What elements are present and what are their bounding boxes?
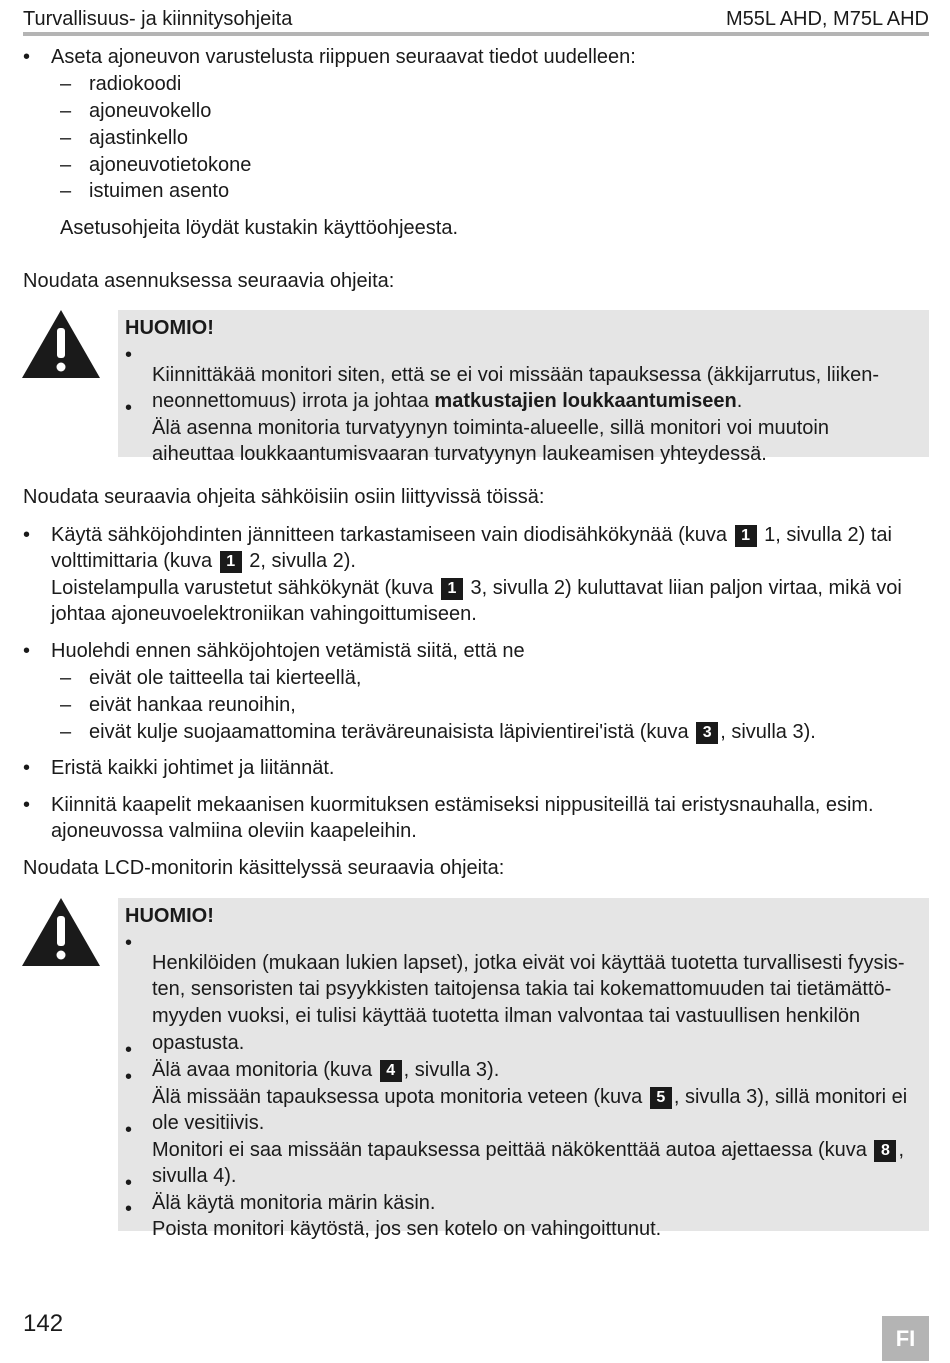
list-item-text: ajoneuvossa valmiina oleviin kaapeleihin. — [51, 820, 417, 842]
bullet-icon: • — [23, 757, 31, 779]
warning-emphasis: matkustajien loukkaantumiseen — [434, 390, 737, 412]
bullet-icon: • — [125, 1198, 133, 1220]
list-item: eivät kulje suojaamattomina teräväreunaisista läpivientirei'istä (kuva 3 , sivulla 3). — [89, 721, 816, 743]
bullet-icon: • — [125, 932, 133, 954]
figure-ref-badge: 8 — [874, 1140, 896, 1162]
list-item: eivät ole taitteella tai kierteellä, — [89, 667, 362, 689]
figure-ref-badge: 5 — [650, 1087, 672, 1109]
figure-ref-badge: 1 — [735, 525, 757, 547]
warning-title: HUOMIO! — [125, 317, 214, 339]
list-item: ajoneuvokello — [89, 100, 212, 122]
warning-triangle-icon — [22, 310, 100, 378]
list-item: eivät hankaa reunoihin, — [89, 694, 296, 716]
warning-text: aiheuttaa loukkaantumisvaaran turvatyynyn laukeamisen yhteydessä. — [152, 443, 767, 465]
dash-icon: – — [60, 694, 72, 716]
bullet-icon: • — [23, 640, 31, 662]
bullet-icon: • — [125, 1039, 133, 1061]
warning-text: ole vesitiivis. — [152, 1112, 265, 1134]
list-item-text: johtaa ajoneuvoelektroniikan vahingoittumiseen. — [51, 603, 477, 625]
page-number: 142 — [23, 1310, 64, 1337]
warning-text: Älä avaa monitoria (kuva 4 , sivulla 3). — [152, 1059, 500, 1081]
list-item-text: Käytä sähköjohdinten jännitteen tarkastamiseen vain diodisähkökynää (kuva 1 1, sivulla 2) tai — [51, 524, 892, 546]
figure-ref-badge: 1 — [441, 578, 463, 600]
list-item-text: Huolehdi ennen sähköjohtojen vetämistä siitä, että ne — [51, 640, 525, 662]
section-heading-lcd: Noudata LCD-monitorin käsittelyssä seuraavia ohjeita: — [23, 857, 505, 879]
language-tab: FI — [882, 1316, 929, 1361]
dash-icon: – — [60, 100, 72, 122]
list-item-text: Kiinnitä kaapelit mekaanisen kuormituksen estämiseksi nippusiteillä tai eristysnauhalla, esim. — [51, 794, 874, 816]
dash-icon: – — [60, 73, 72, 95]
warning-text: Älä missään tapauksessa upota monitoria veteen (kuva 5 , sivulla 3), sillä monitori ei — [152, 1086, 908, 1108]
dash-icon: – — [60, 154, 72, 176]
warning-text: Älä asenna monitoria turvatyynyn toiminta-alueelle, sillä monitori voi muutoin — [152, 417, 829, 439]
warning-text: Monitori ei saa missään tapauksessa peittää näkökenttää autoa ajettaessa (kuva 8 , — [152, 1139, 904, 1161]
figure-ref-badge: 3 — [696, 722, 718, 744]
warning-text: sivulla 4). — [152, 1165, 237, 1187]
warning-text: Henkilöiden (mukaan lukien lapset), jotka eivät voi käyttää tuotetta turvallisesti fyysis- — [152, 952, 905, 974]
list-item: radiokoodi — [89, 73, 182, 95]
bullet-icon: • — [125, 1119, 133, 1141]
figure-ref-badge: 1 — [220, 551, 242, 573]
dash-icon: – — [60, 721, 72, 743]
list-item: istuimen asento — [89, 180, 230, 202]
dash-icon: – — [60, 127, 72, 149]
figure-ref-badge: 4 — [380, 1060, 402, 1082]
bullet-icon: • — [23, 794, 31, 816]
list-item-text: Eristä kaikki johtimet ja liitännät. — [51, 757, 335, 779]
dash-icon: – — [60, 180, 72, 202]
warning-text: Poista monitori käytöstä, jos sen kotelo on vahingoittunut. — [152, 1218, 662, 1240]
bullet-icon: • — [125, 344, 133, 366]
dash-icon: – — [60, 667, 72, 689]
running-header — [23, 8, 929, 36]
warning-triangle-icon — [22, 898, 100, 966]
header-section-title: Turvallisuus- ja kiinnitysohjeita — [23, 8, 293, 30]
warning-text: opastusta. — [152, 1032, 245, 1054]
section-heading-electrical: Noudata seuraavia ohjeita sähköisiin osiin liittyvissä töissä: — [23, 486, 545, 508]
warning-text: Älä käytä monitoria märin käsin. — [152, 1192, 436, 1214]
bullet-icon: • — [23, 524, 31, 546]
bullet-icon: • — [125, 1066, 133, 1088]
bullet-icon: • — [23, 46, 31, 68]
warning-text: ten, sensoristen tai psyykkisten taitojensa takia tai kokemattomuuden tai tietämättö- — [152, 978, 892, 1000]
intro-item: Aseta ajoneuvon varustelusta riippuen seuraavat tiedot uudelleen: — [51, 46, 636, 68]
list-item-text: Loistelampulla varustetut sähkökynät (kuva 1 3, sivulla 2) kuluttavat liian paljon virtaa, mikä voi — [51, 577, 902, 599]
warning-text: Kiinnittäkää monitori siten, että se ei voi missään tapauksessa (äkkijarrutus, liiken- — [152, 364, 879, 386]
section-heading-installation: Noudata asennuksessa seuraavia ohjeita: — [23, 270, 395, 292]
warning-text: myyden vuoksi, ei tulisi käyttää tuotetta ilman valvontaa tai vastuullisen henkilön — [152, 1005, 861, 1027]
warning-title: HUOMIO! — [125, 905, 214, 927]
header-model-names: M55L AHD, M75L AHD — [725, 8, 929, 30]
bullet-icon: • — [125, 397, 133, 419]
list-item-text: volttimittaria (kuva 1 2, sivulla 2). — [51, 550, 356, 572]
list-item: ajastinkello — [89, 127, 188, 149]
bullet-icon: • — [125, 1172, 133, 1194]
intro-note: Asetusohjeita löydät kustakin käyttöohjeesta. — [60, 217, 459, 239]
warning-text: neonnettomuus) irrota ja johtaa matkustajien loukkaantumiseen. — [152, 390, 743, 412]
list-item: ajoneuvotietokone — [89, 154, 252, 176]
